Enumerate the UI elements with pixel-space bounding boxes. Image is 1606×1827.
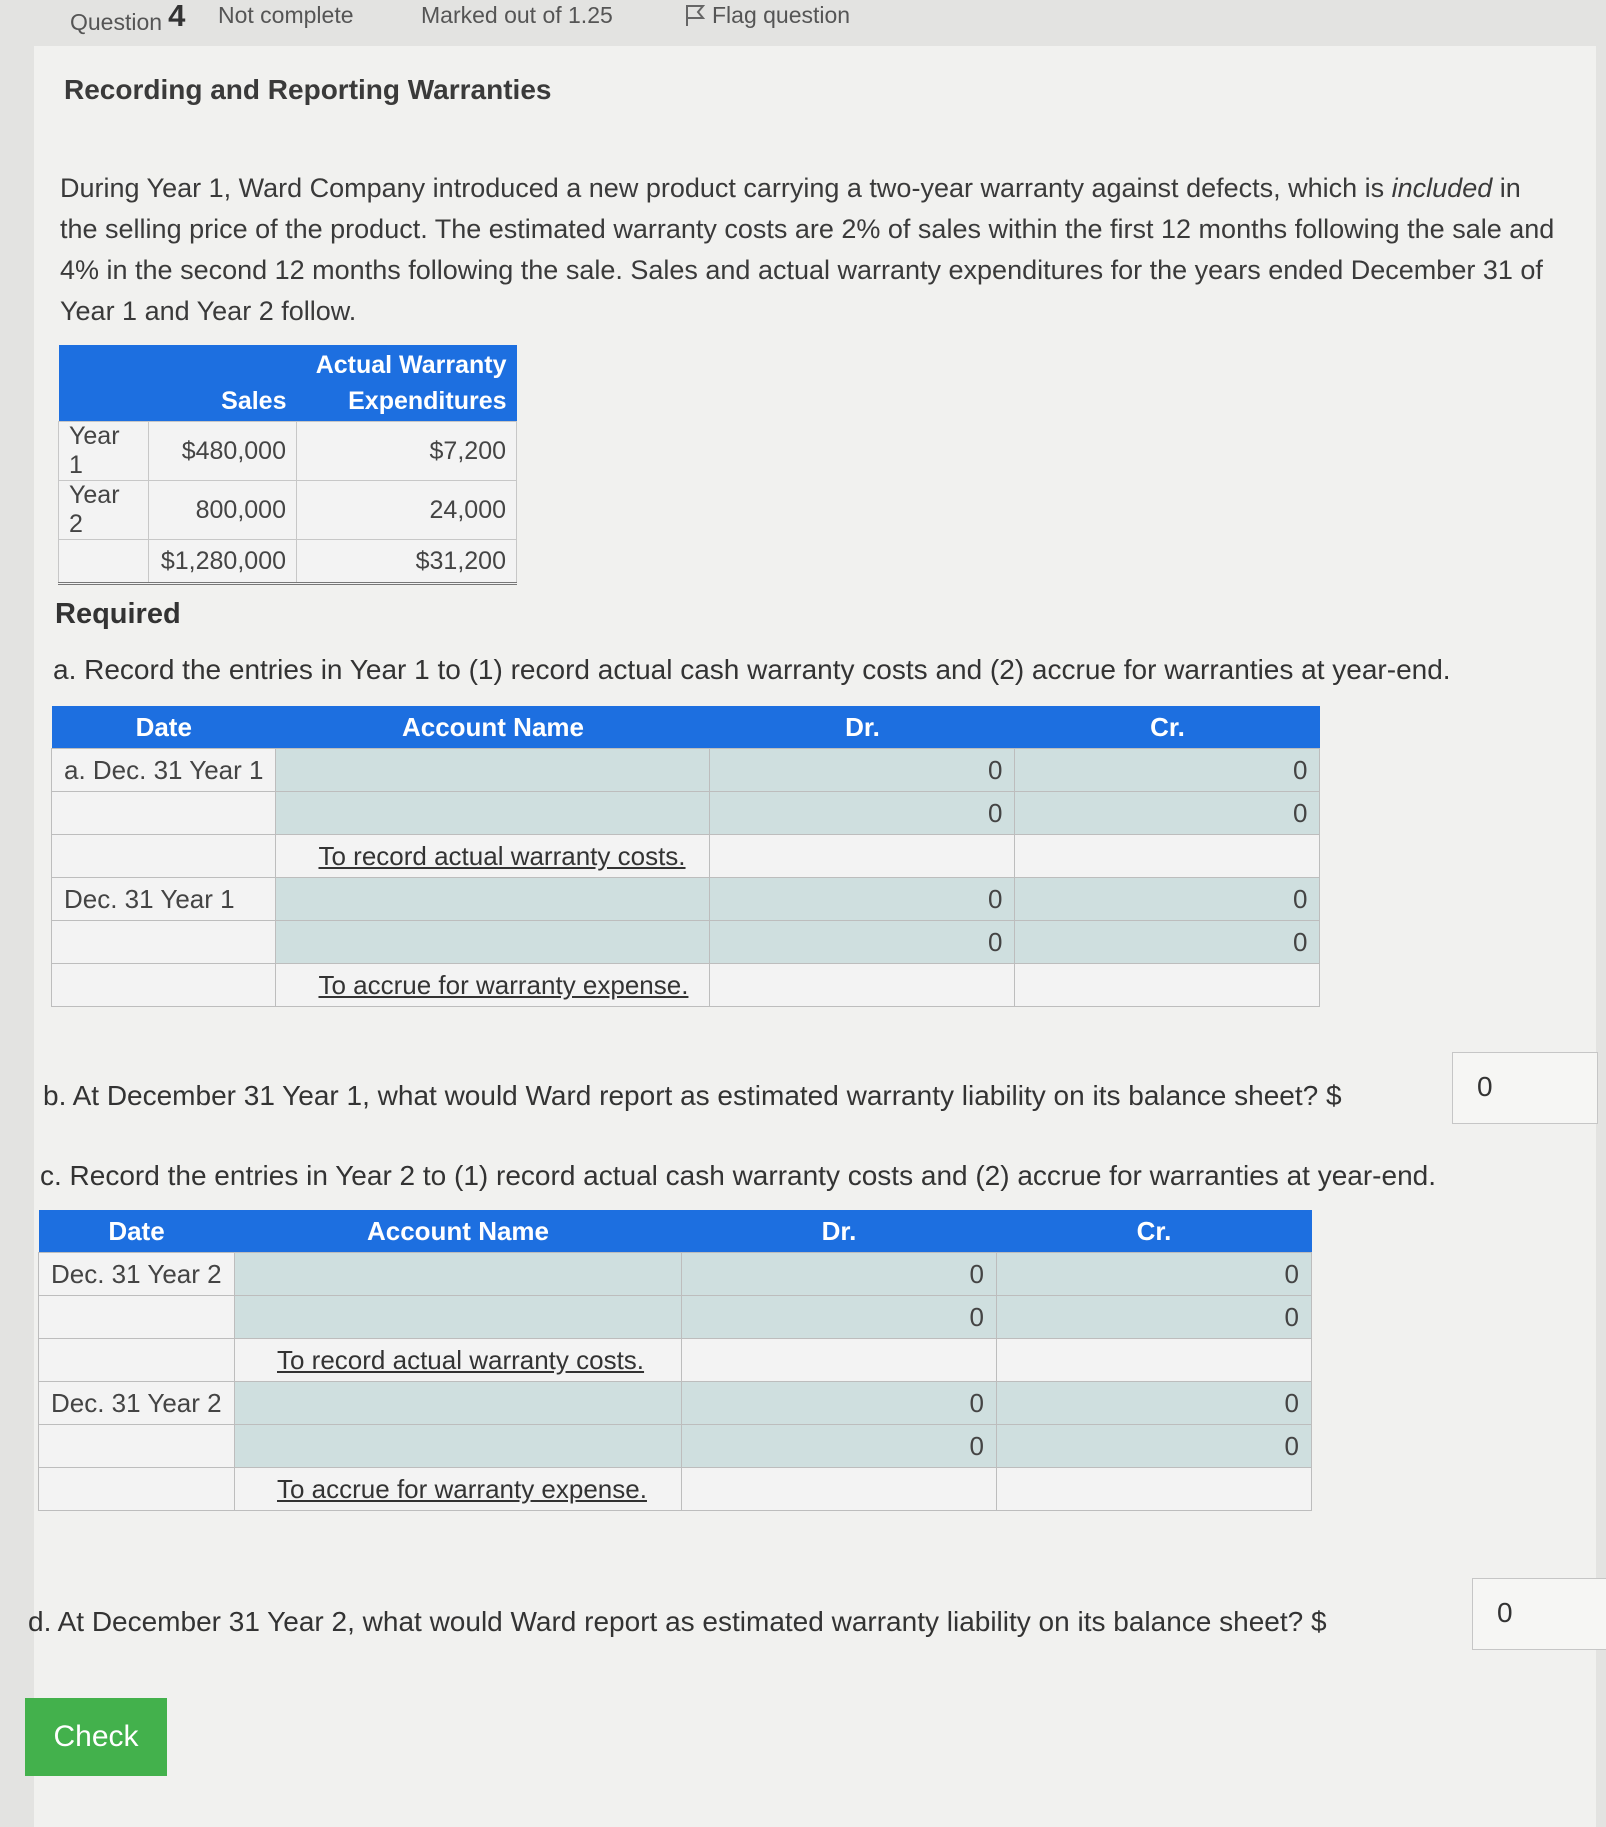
credit-blank [997, 1468, 1312, 1511]
entry-date: a. Dec. 31 Year 1 [52, 749, 276, 792]
part-a-question: a. Record the entries in Year 1 to (1) record actual cash warranty costs and (2) accrue for warranties at year-end. [53, 654, 1451, 685]
memo-cell [235, 1468, 682, 1511]
journal-table-year-1 [51, 706, 1320, 1007]
journal-row [39, 1382, 1312, 1425]
sales-cell: 800,000 [149, 481, 297, 540]
expenditures-header-line1: Actual Warranty [315, 351, 507, 379]
part-d-answer-input[interactable]: 0 [1472, 1578, 1606, 1650]
question-title: Recording and Reporting Warranties [64, 74, 552, 105]
memo-text: To record actual warranty costs. [318, 840, 686, 871]
required-heading: Required [55, 598, 181, 630]
debit-input[interactable]: 0 [682, 1425, 997, 1468]
total-sales-cell: $1,280,000 [149, 540, 297, 584]
debit-input[interactable]: 0 [710, 792, 1015, 835]
credit-input[interactable]: 0 [997, 1425, 1312, 1468]
debit-column-header: Dr. [682, 1210, 997, 1253]
account-column-header: Account Name [235, 1210, 682, 1253]
credit-input[interactable]: 0 [1015, 878, 1320, 921]
journal-memo-row [52, 835, 1320, 878]
credit-column-header: Cr. [997, 1210, 1312, 1253]
credit-blank [1015, 964, 1320, 1007]
flag-question-link[interactable] [684, 2, 850, 29]
credit-column-header: Cr. [1015, 706, 1320, 749]
expenditures-column-header [297, 345, 517, 422]
expenditure-cell: $7,200 [297, 422, 517, 481]
journal-row [52, 921, 1320, 964]
table-row [59, 481, 517, 540]
sales-table-header-blank [59, 345, 149, 422]
sales-cell: $480,000 [149, 422, 297, 481]
question-info-bar [0, 0, 1606, 46]
entry-date [39, 1468, 235, 1511]
debit-blank [682, 1468, 997, 1511]
part-b-answer-input[interactable]: 0 [1452, 1052, 1598, 1124]
memo-cell [276, 835, 710, 878]
credit-input[interactable]: 0 [1015, 921, 1320, 964]
part-d-question: d. At December 31 Year 2, what would Ward report as estimated warranty liability on its balance sheet? $ [28, 1606, 1327, 1637]
journal-table-year-2 [38, 1210, 1312, 1511]
question-status: Not complete [218, 2, 354, 28]
year-cell: Year 1 [59, 422, 149, 481]
question-marks: Marked out of 1.25 [421, 2, 613, 28]
account-name-input[interactable] [235, 1425, 682, 1468]
year-cell: Year 2 [59, 481, 149, 540]
debit-blank [682, 1339, 997, 1382]
debit-input[interactable]: 0 [682, 1253, 997, 1296]
debit-input[interactable]: 0 [682, 1296, 997, 1339]
credit-input[interactable]: 0 [1015, 792, 1320, 835]
question-label-text: Question [70, 9, 163, 35]
credit-blank [1015, 835, 1320, 878]
question-label [70, 2, 185, 38]
entry-date [52, 792, 276, 835]
memo-cell [276, 964, 710, 1007]
debit-blank [710, 964, 1015, 1007]
journal-row [52, 749, 1320, 792]
entry-date [52, 964, 276, 1007]
journal-row [39, 1253, 1312, 1296]
debit-column-header: Dr. [710, 706, 1015, 749]
entry-date: Dec. 31 Year 2 [39, 1382, 235, 1425]
debit-input[interactable]: 0 [710, 749, 1015, 792]
part-b-question: b. At December 31 Year 1, what would Ward report as estimated warranty liability on its balance sheet? $ [43, 1080, 1342, 1111]
entry-date [39, 1339, 235, 1382]
account-column-header: Account Name [276, 706, 710, 749]
check-button[interactable]: Check [25, 1698, 167, 1776]
memo-text: To accrue for warranty expense. [277, 1473, 647, 1504]
table-row [59, 422, 517, 481]
sales-column-header: Sales [149, 345, 297, 422]
debit-input[interactable]: 0 [710, 921, 1015, 964]
total-label-cell [59, 540, 149, 584]
account-name-input[interactable] [276, 878, 710, 921]
journal-memo-row [39, 1468, 1312, 1511]
memo-cell [235, 1339, 682, 1382]
entry-date [39, 1296, 235, 1339]
entry-date [52, 921, 276, 964]
expenditures-header-line2: Expenditures [348, 387, 507, 415]
journal-row [52, 792, 1320, 835]
entry-date [39, 1425, 235, 1468]
credit-blank [997, 1339, 1312, 1382]
question-number: 4 [168, 0, 186, 33]
intro-text-2: in the selling price of the product. The estimated warranty costs are 2% of sales within the first 12 months following the sale and 4% in the second 12 months following the sale. Sales and actual warranty expenditures for the years ended December 31 of Year 1 and Year 2 follow. [60, 173, 1555, 326]
memo-text: To record actual warranty costs. [277, 1344, 645, 1375]
account-name-input[interactable] [276, 792, 710, 835]
problem-description [60, 168, 1560, 332]
intro-emphasis: included [1391, 173, 1493, 203]
flag-question-label: Flag question [712, 2, 851, 28]
account-name-input[interactable] [276, 749, 710, 792]
sales-table [58, 345, 517, 585]
debit-input[interactable]: 0 [682, 1382, 997, 1425]
total-expenditure-cell: $31,200 [297, 540, 517, 584]
part-c-question: c. Record the entries in Year 2 to (1) record actual cash warranty costs and (2) accrue for warranties at year-end. [40, 1160, 1436, 1191]
date-column-header: Date [52, 706, 276, 749]
expenditure-cell: 24,000 [297, 481, 517, 540]
date-column-header: Date [39, 1210, 235, 1253]
journal-memo-row [39, 1339, 1312, 1382]
entry-date: Dec. 31 Year 2 [39, 1253, 235, 1296]
journal-memo-row [52, 964, 1320, 1007]
entry-date: Dec. 31 Year 1 [52, 878, 276, 921]
credit-input[interactable]: 0 [997, 1382, 1312, 1425]
journal-row [52, 878, 1320, 921]
debit-blank [710, 835, 1015, 878]
entry-date [52, 835, 276, 878]
account-name-input[interactable] [235, 1253, 682, 1296]
credit-input[interactable]: 0 [997, 1253, 1312, 1296]
total-row [59, 540, 517, 584]
credit-input[interactable]: 0 [997, 1296, 1312, 1339]
journal-row [39, 1296, 1312, 1339]
account-name-input[interactable] [235, 1382, 682, 1425]
credit-input[interactable]: 0 [1015, 749, 1320, 792]
account-name-input[interactable] [276, 921, 710, 964]
debit-input[interactable]: 0 [710, 878, 1015, 921]
intro-text-1: During Year 1, Ward Company introduced a new product carrying a two-year warranty against defects, which is [60, 173, 1392, 203]
account-name-input[interactable] [235, 1296, 682, 1339]
journal-row [39, 1425, 1312, 1468]
memo-text: To accrue for warranty expense. [318, 969, 689, 1000]
flag-icon [684, 3, 706, 27]
